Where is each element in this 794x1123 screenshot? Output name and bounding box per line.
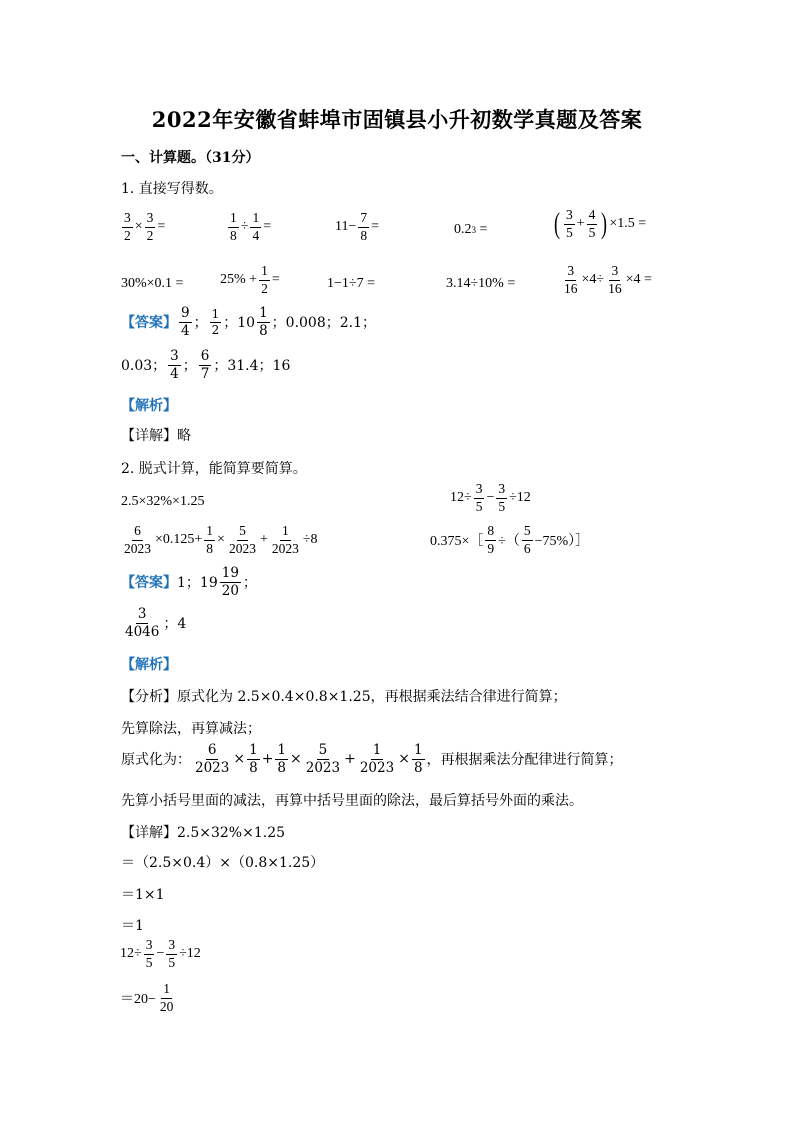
expr-r1-1: $\frac{3}{2}$ × $\frac{3}{2}$ =: [124, 210, 166, 243]
q2-answer-line-2: $\frac{3}{4046}$ ；4: [125, 606, 187, 640]
answer-line-2: 0.03； $\frac{3}{4}$ ； $\frac{6}{7}$ ；31.4；16: [121, 348, 291, 382]
step-3: ＝1: [121, 918, 144, 934]
expr-r2-1: 30%×0.1 =: [121, 276, 184, 291]
expr-r1-4: 0.2 3 =: [454, 222, 488, 237]
q2-analysis-label: 【解析】: [121, 657, 177, 673]
analysis-line-4: 先算小括号里面的减法，再算中括号里面的除法，最后算括号外面的乘法。: [121, 793, 583, 809]
step-5: ＝20− $\frac{1}{20}$: [120, 981, 174, 1014]
expr-r2-4: 3.14÷10% =: [446, 276, 516, 291]
question-2-prompt: 2. 脱式计算，能简算要简算。: [121, 461, 307, 477]
analysis-line-3: 原式化为： $\frac{6}{2023}$ × $\frac{1}{8}$ + $\frac{1}{8}$ × $\frac{5}{2023}$ + $\frac{1}{2023}$ × $\frac{1}{8}$ ，再根据乘法分配律进行简算；: [121, 742, 623, 776]
answer-line-1: 【答案】 $\frac{9}{4}$ ； $\frac{1}{2}$ ；10 $\frac{1}{8}$ ；0.008；2.1；: [121, 305, 376, 339]
expr-r1-3: 11− $\frac{7}{8}$ =: [335, 210, 380, 243]
question-1-prompt: 1. 直接写得数。: [121, 181, 223, 197]
analysis-label: 【解析】: [121, 398, 177, 414]
expr-r1-2: $\frac{1}{8}$ ÷ $\frac{1}{4}$ =: [230, 210, 272, 243]
expr-r2-3: 1−1÷7 =: [327, 276, 375, 291]
detail-line: 【详解】略: [121, 428, 191, 444]
expr-r1-5: ( $\frac{3}{5}$ + $\frac{4}{5}$ ) ×1.5 =: [554, 206, 647, 240]
detail-line: 【详解】2.5×32%×1.25: [121, 825, 286, 841]
step-2: ＝1×1: [121, 887, 165, 903]
step-4: 12÷ $\frac{3}{5}$ − $\frac{3}{5}$ ÷12: [120, 937, 201, 970]
q2-expr-2: 12÷ $\frac{3}{5}$ − $\frac{3}{5}$ ÷12: [450, 481, 531, 514]
step-1: ＝（2.5×0.4）×（0.8×1.25）: [121, 855, 325, 871]
expr-r2-5: $\frac{3}{16}$ ×4÷ $\frac{3}{16}$ ×4 =: [564, 263, 652, 296]
section-heading: 一、计算题。（31分）: [121, 150, 260, 166]
q2-answer-line-1: 【答案】 1；19 $\frac{19}{20}$ ；: [121, 565, 257, 599]
q2-expr-4: 0.375×［ $\frac{8}{9}$ ÷（ $\frac{5}{6}$ −75%）］: [430, 523, 590, 556]
analysis-line-1: 【分析】原式化为 2.5×0.4×0.8×1.25，再根据乘法结合律进行简算；: [121, 689, 567, 705]
expr-r2-2: 25% + $\frac{1}{2}$ =: [220, 263, 280, 296]
analysis-line-2: 先算除法，再算减法；: [121, 721, 261, 737]
page-title: 2022年安徽省蚌埠市固镇县小升初数学真题及答案: [151, 107, 643, 132]
q2-expr-1: 2.5×32%×1.25: [121, 494, 205, 509]
q2-expr-3: $\frac{6}{2023}$ ×0.125+ $\frac{1}{8}$ × $\frac{5}{2023}$ + $\frac{1}{2023}$ ÷8: [124, 523, 318, 556]
